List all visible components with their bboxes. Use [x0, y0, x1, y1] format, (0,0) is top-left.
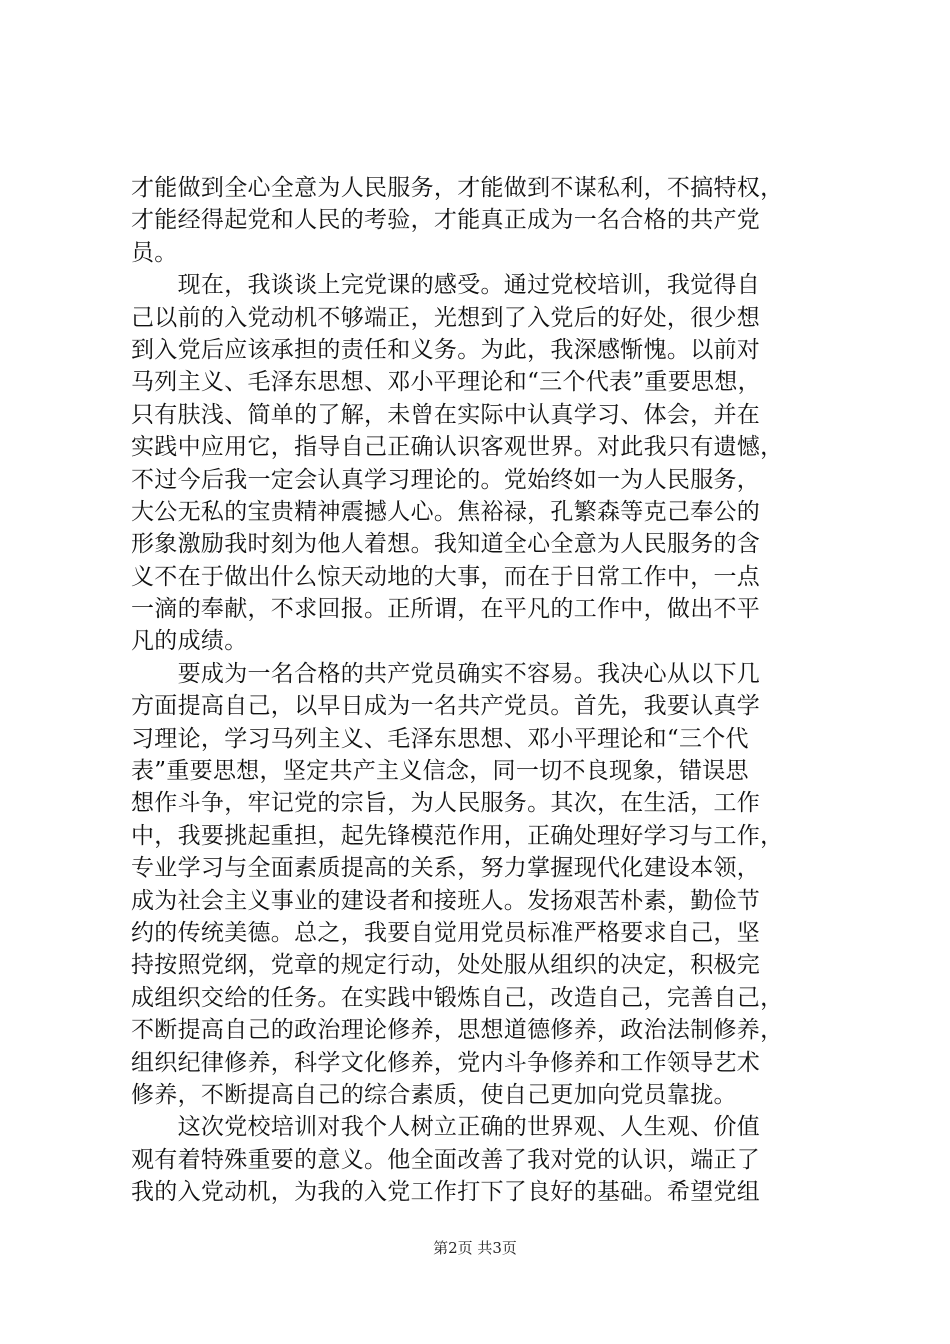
- text-line: 观有着特殊重要的意义。他全面改善了我对党的认识，端正了: [131, 1146, 761, 1173]
- text-line: 义不在于做出什么惊天动地的大事，而在于日常工作中，一点: [131, 563, 761, 590]
- document-body: [131, 172, 831, 1209]
- text-line: 到入党后应该承担的责任和义务。为此，我深感惭愧。以前对: [131, 336, 761, 363]
- text-line: 不过今后我一定会认真学习理论的。党始终如一为人民服务，: [131, 466, 761, 493]
- text-line: 马列主义、毛泽东思想、邓小平理论和“三个代表”重要思想，: [131, 369, 761, 396]
- text-line: 不断提高自己的政治理论修养，思想道德修养，政治法制修养，: [131, 1017, 784, 1044]
- text-line: 约的传统美德。总之，我要自觉用党员标准严格要求自己，坚: [131, 919, 761, 946]
- text-line: 想作斗争，牢记党的宗旨，为人民服务。其次，在生活，工作: [131, 790, 761, 817]
- text-line: 凡的成绩。: [131, 628, 248, 655]
- text-line: 持按照党纲，党章的规定行动，处处服从组织的决定，积极完: [131, 952, 761, 979]
- text-line: 习理论，学习马列主义、毛泽东思想、邓小平理论和“三个代: [131, 725, 749, 752]
- text-line: 现在，我谈谈上完党课的感受。通过党校培训，我觉得自: [131, 272, 761, 299]
- page-footer: [0, 1238, 950, 1258]
- text-line: 表”重要思想，坚定共产主义信念，同一切不良现象，错误思: [131, 758, 749, 785]
- text-line: 我的入党动机，为我的入党工作打下了良好的基础。希望党组: [131, 1179, 761, 1206]
- text-line: 成组织交给的任务。在实践中锻炼自己，改造自己，完善自己，: [131, 984, 784, 1011]
- text-line: 要成为一名合格的共产党员确实不容易。我决心从以下几: [131, 660, 761, 687]
- text-line: 实践中应用它，指导自己正确认识客观世界。对此我只有遗憾，: [131, 434, 784, 461]
- text-line: 中，我要挑起重担，起先锋模范作用，正确处理好学习与工作，: [131, 822, 784, 849]
- text-line: 只有肤浅、简单的了解，未曾在实际中认真学习、体会，并在: [131, 401, 761, 428]
- text-line: 这次党校培训对我个人树立正确的世界观、人生观、价值: [131, 1114, 761, 1141]
- text-line: 一滴的奉献，不求回报。正所谓，在平凡的工作中，做出不平: [131, 596, 761, 623]
- text-line: 组织纪律修养，科学文化修养，党内斗争修养和工作领导艺术: [131, 1049, 761, 1076]
- text-line: 大公无私的宝贵精神震撼人心。焦裕禄，孔繁森等克己奉公的: [131, 498, 761, 525]
- text-line: 员。: [131, 239, 178, 266]
- text-line: 方面提高自己，以早日成为一名共产党员。首先，我要认真学: [131, 693, 761, 720]
- text-line: 形象激励我时刻为他人着想。我知道全心全意为人民服务的含: [131, 531, 761, 558]
- text-line: 专业学习与全面素质提高的关系，努力掌握现代化建设本领，: [131, 855, 761, 882]
- text-line: 己以前的入党动机不够端正，光想到了入党后的好处，很少想: [131, 304, 761, 331]
- text-line: 修养，不断提高自己的综合素质，使自己更加向党员靠拢。: [131, 1081, 737, 1108]
- text-line: 才能做到全心全意为人民服务，才能做到不谋私利，不搞特权，: [131, 175, 784, 201]
- page-indicator: 第2页 共3页: [433, 1239, 517, 1257]
- text-line: 才能经得起党和人民的考验，才能真正成为一名合格的共产党: [131, 207, 761, 234]
- text-line: 成为社会主义事业的建设者和接班人。发扬艰苦朴素，勤俭节: [131, 887, 761, 914]
